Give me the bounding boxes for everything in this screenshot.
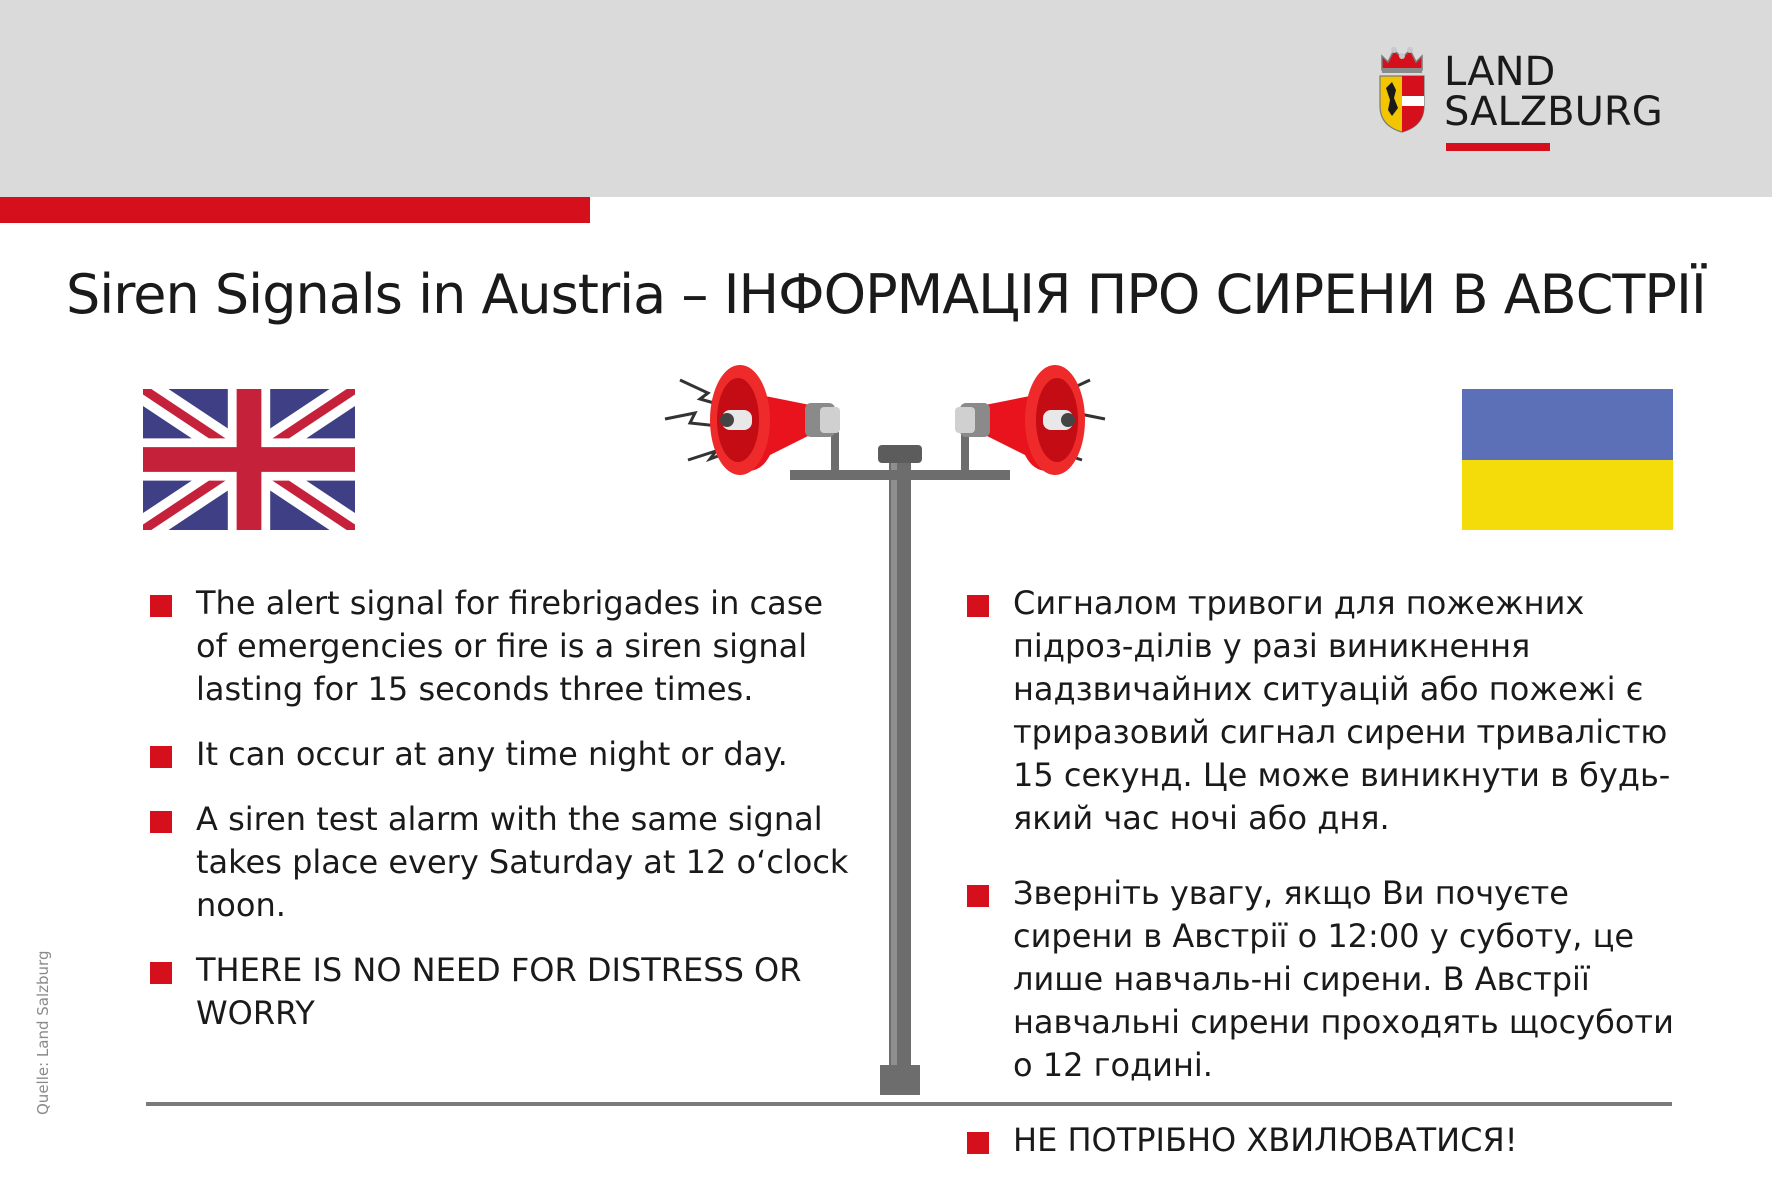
english-item-3 [150, 798, 850, 927]
united-kingdom-flag-icon [143, 389, 355, 530]
english-item-text: It can occur at any time night or day. [196, 735, 788, 773]
page-title: Siren Signals in Austria – ІНФОРМАЦІЯ ПРО СИРЕНИ В АВСТРІЇ [66, 263, 1706, 326]
logo-text-land: LAND [1444, 49, 1556, 95]
logo-underline [1446, 143, 1550, 151]
red-square-bullet-icon [967, 885, 989, 907]
land-salzburg-logo[interactable] [1376, 44, 1676, 154]
english-item-1 [150, 582, 850, 711]
english-item-text: The alert signal for firebrigades in case of emergencies or fire is a siren signal lasting for 15 seconds three times. [196, 584, 824, 708]
ukrainian-item-text: НЕ ПОТРІБНО ХВИЛЮВАТИСЯ! [1013, 1121, 1518, 1159]
red-square-bullet-icon [150, 595, 172, 617]
english-item-text: THERE IS NO NEED FOR DISTRESS OR WORRY [196, 951, 802, 1032]
ukrainian-item-1 [967, 582, 1687, 840]
red-square-bullet-icon [150, 811, 172, 833]
red-square-bullet-icon [967, 1132, 989, 1154]
red-square-bullet-icon [150, 962, 172, 984]
ukraine-flag-yellow-stripe [1462, 460, 1673, 531]
english-column [150, 582, 850, 1057]
source-credit: Quelle: Land Salzburg [34, 950, 52, 1115]
ukrainian-item-2 [967, 872, 1687, 1087]
logo-text-salzburg: SALZBURG [1444, 89, 1663, 135]
english-item-text: A siren test alarm with the same signal takes place every Saturday at 12 o‘clock noon. [196, 800, 849, 924]
salzburg-coat-of-arms-icon [1376, 44, 1428, 134]
english-item-4 [150, 949, 850, 1035]
ukraine-flag-icon [1462, 389, 1673, 530]
ukrainian-item-text: Зверніть увагу, якщо Ви почуєте сирени в Австрії о 12:00 у суботу, це лише навчаль-ні сирени. В Австрії навчальні сирени проходять щосуботи о 12 годині. [1013, 874, 1674, 1084]
ukrainian-item-text: Сигналом тривоги для пожежних підроз-ділів у разі виникнення надзвичайних ситуацій або пожежі є триразовий сигнал сирени тривалістю 15 секунд. Це може виникнути в будь-який час ночі або дня. [1013, 584, 1671, 837]
ground-line [146, 1102, 1672, 1106]
red-accent-bar [0, 197, 590, 223]
ukraine-flag-blue-stripe [1462, 389, 1673, 460]
red-square-bullet-icon [150, 746, 172, 768]
ukrainian-item-3 [967, 1119, 1687, 1162]
red-square-bullet-icon [967, 595, 989, 617]
english-item-2 [150, 733, 850, 776]
